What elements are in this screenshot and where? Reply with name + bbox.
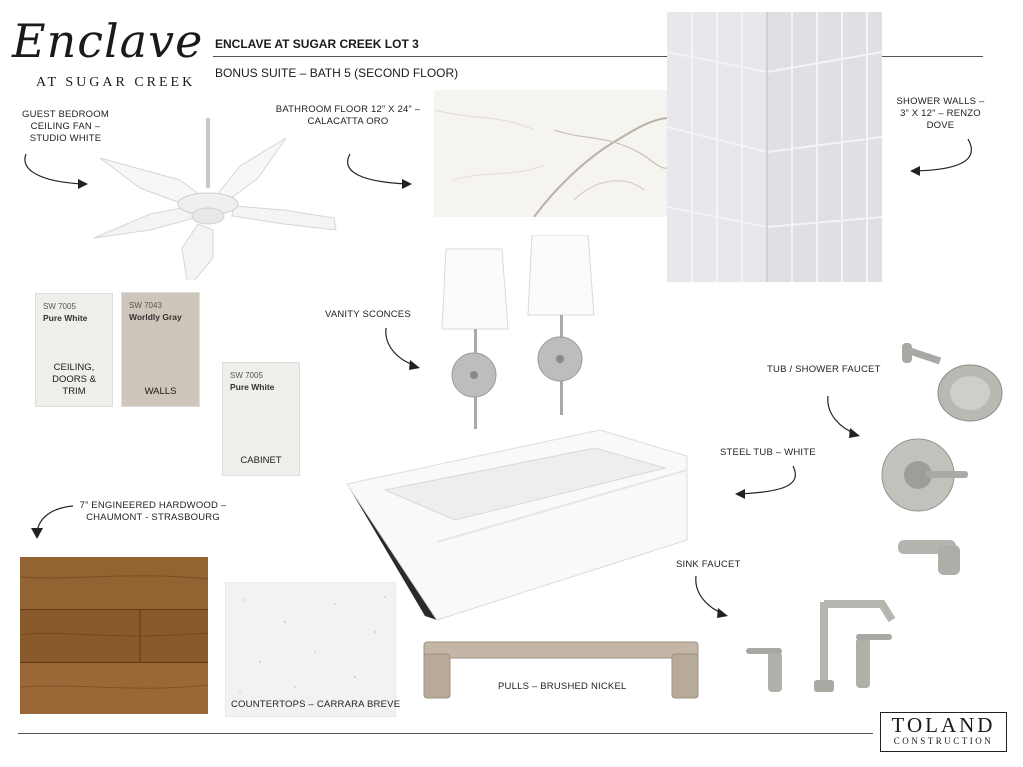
sink-faucet-label: SINK FAUCET <box>676 559 741 570</box>
toland-logo <box>880 712 1007 752</box>
room-subtitle: BONUS SUITE – BATH 5 (SECOND FLOOR) <box>215 66 459 80</box>
swatch-usage: CABINET <box>240 455 282 466</box>
swatch-code: SW 7005 <box>230 371 263 380</box>
calacatta-floor-tile-image <box>434 90 667 217</box>
steel-tub-label: STEEL TUB – WHITE <box>720 447 816 458</box>
fan-label: GUEST BEDROOM CEILING FAN – STUDIO WHITE <box>22 109 109 144</box>
swatch-usage: WALLS <box>144 386 177 397</box>
shower-walls-label: SHOWER WALLS – 3” X 12” – RENZO DOVE <box>896 96 985 131</box>
steel-tub-image <box>345 430 690 625</box>
swatch-pure-white-cabinet <box>222 362 300 476</box>
vanity-sconces-image <box>440 235 600 431</box>
swatch-color-name: Worldly Gray <box>129 312 182 322</box>
floor-tile-label: BATHROOM FLOOR 12” X 24” – CALACATTA ORO <box>275 104 421 127</box>
enclave-logo-script: Enclave <box>12 14 204 68</box>
swatch-usage: CEILING, DOORS & TRIM <box>52 362 96 397</box>
steel-tub-arrow <box>727 462 802 502</box>
swatch-worldly-gray-walls <box>121 292 200 407</box>
floor-arrow <box>340 152 420 192</box>
engineered-hardwood-sample-image <box>20 557 208 714</box>
sconces-label: VANITY SCONCES <box>325 309 411 320</box>
fan-arrow <box>20 150 95 195</box>
swatch-color-name: Pure White <box>43 313 88 323</box>
enclave-logo-subtitle: AT SUGAR CREEK <box>36 75 196 90</box>
renzo-dove-wall-tile-image <box>667 12 882 282</box>
project-title: ENCLAVE AT SUGAR CREEK LOT 3 <box>215 37 419 51</box>
swatch-code: SW 7005 <box>43 302 76 311</box>
swatch-code: SW 7043 <box>129 301 162 310</box>
tub-faucet-label: TUB / SHOWER FAUCET <box>767 364 881 375</box>
shower-walls-arrow <box>900 136 980 178</box>
carrara-countertop-sample-image <box>225 582 396 717</box>
tub-faucet-arrow <box>822 394 867 440</box>
tub-shower-faucet-image <box>880 335 1010 585</box>
countertops-label: COUNTERTOPS – CARRARA BREVE <box>231 699 401 710</box>
ceiling-fan-image <box>90 118 340 280</box>
toland-logo-sub: CONSTRUCTION <box>893 736 994 746</box>
sconces-arrow <box>380 326 425 372</box>
sink-faucet-image <box>742 594 902 700</box>
hardwood-label: 7” ENGINEERED HARDWOOD – CHAUMONT - STRASBOURG <box>79 500 227 523</box>
swatch-color-name: Pure White <box>230 382 275 392</box>
pulls-label: PULLS – BRUSHED NICKEL <box>498 681 627 692</box>
hardwood-arrow <box>27 502 77 542</box>
footer-divider <box>18 733 873 734</box>
swatch-pure-white-ceiling <box>35 293 113 407</box>
sink-faucet-arrow <box>690 574 735 620</box>
toland-logo-name: TOLAND <box>891 713 996 737</box>
